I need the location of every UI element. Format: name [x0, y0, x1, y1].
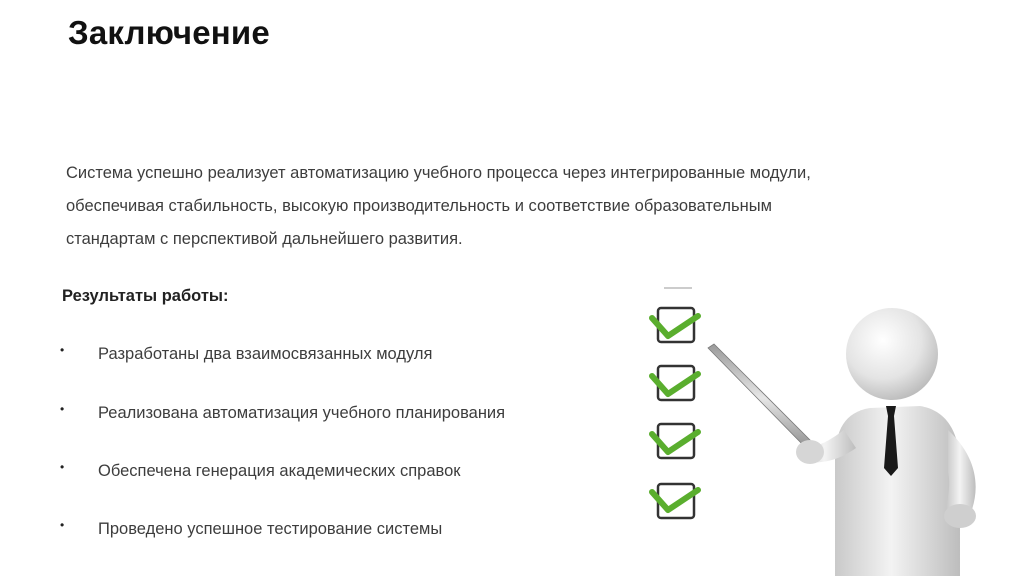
list-item-text: Обеспечена генерация академических справок — [98, 462, 461, 480]
list-item-text: Разработаны два взаимосвязанных модуля — [98, 345, 433, 363]
pointer-stick-icon — [708, 344, 816, 452]
list-item — [60, 345, 620, 369]
list-item-text: Проведено успешное тестирование системы — [98, 520, 443, 538]
summary-paragraph — [66, 157, 946, 256]
list-item — [60, 462, 620, 486]
list-item — [60, 520, 620, 544]
checklist-icon — [652, 288, 698, 518]
checkbox-checked-icon — [652, 484, 698, 518]
list-item-text: Реализована автоматизация учебного планирования — [98, 404, 506, 422]
checkbox-checked-icon — [652, 366, 698, 400]
summary-line: Система успешно реализует автоматизацию учебного процесса через интегрированные модули, — [66, 164, 811, 182]
presenter-figure-icon — [708, 308, 976, 576]
bullet-icon: • — [60, 460, 65, 474]
summary-line: обеспечивая стабильность, высокую производительность и соответствие образовательным — [66, 197, 772, 215]
results-heading: Результаты работы: — [62, 287, 229, 305]
slide-title: Заключение — [68, 14, 270, 51]
bullet-icon: • — [60, 518, 65, 532]
checkbox-checked-icon — [652, 308, 698, 342]
presenter-illustration — [630, 280, 1024, 576]
list-item — [60, 404, 620, 428]
summary-line: стандартам с перспективой дальнейшего развития. — [66, 230, 463, 248]
checkbox-checked-icon — [652, 424, 698, 458]
bullet-icon: • — [60, 343, 65, 357]
bullet-icon: • — [60, 402, 65, 416]
